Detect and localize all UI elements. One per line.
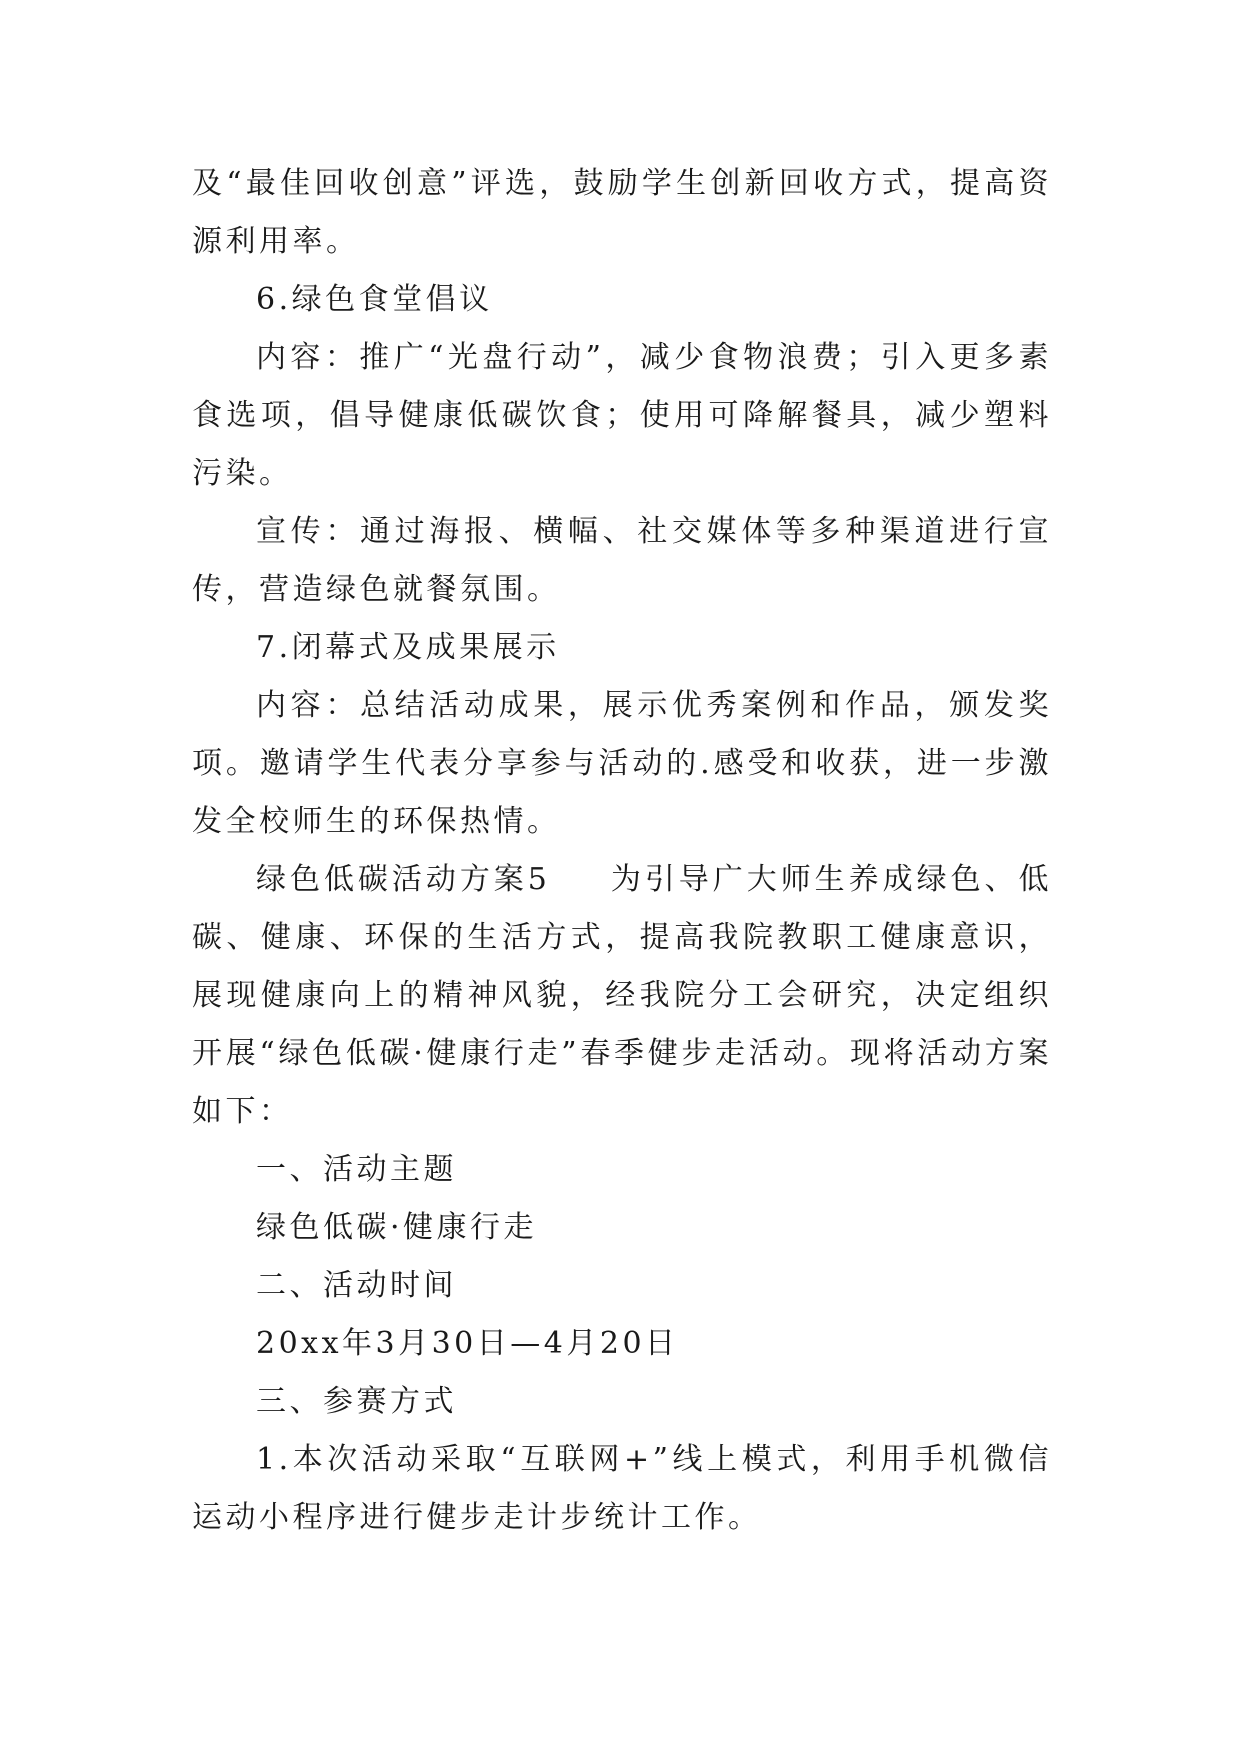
plan-intro: 为引导广大师生养成绿色、低碳、健康、环保的生活方式，提高我院教职工健康意识，展现健康向上的精神风貌，经我院分工会研究，决定组织开展“绿色低碳·健康行走”春季健步走活动。现将活动方案如下： [192,862,1053,1129]
document-page [192,155,1052,1547]
paragraph: 内容：总结活动成果，展示优秀案例和作品，颁发奖项。邀请学生代表分享参与活动的.感受和收获，进一步激发全校师生的环保热情。 [192,688,1052,839]
section-heading: 二、活动时间 [256,1268,457,1303]
section-heading: 6.绿色食堂倡议 [256,282,493,317]
section-heading: 三、参赛方式 [256,1384,457,1419]
paragraph: 绿色低碳·健康行走 [256,1210,538,1245]
section-heading: 一、活动主题 [256,1152,457,1187]
paragraph-with-plan-title [192,851,1052,1141]
paragraph: 1.本次活动采取“互联网+”线上模式，利用手机微信运动小程序进行健步走计步统计工作。 [192,1442,1052,1535]
plan-title: 绿色低碳活动方案5 [256,862,551,897]
paragraph: 内容：推广“光盘行动”，减少食物浪费；引入更多素食选项，倡导健康低碳饮食；使用可降解餐具，减少塑料污染。 [192,340,1052,491]
paragraph: 及“最佳回收创意”评选，鼓励学生创新回收方式，提高资源利用率。 [192,166,1052,259]
paragraph: 宣传：通过海报、横幅、社交媒体等多种渠道进行宣传，营造绿色就餐氛围。 [192,514,1052,607]
paragraph: 20xx年3月30日—4月20日 [256,1326,679,1361]
section-heading: 7.闭幕式及成果展示 [256,630,560,665]
